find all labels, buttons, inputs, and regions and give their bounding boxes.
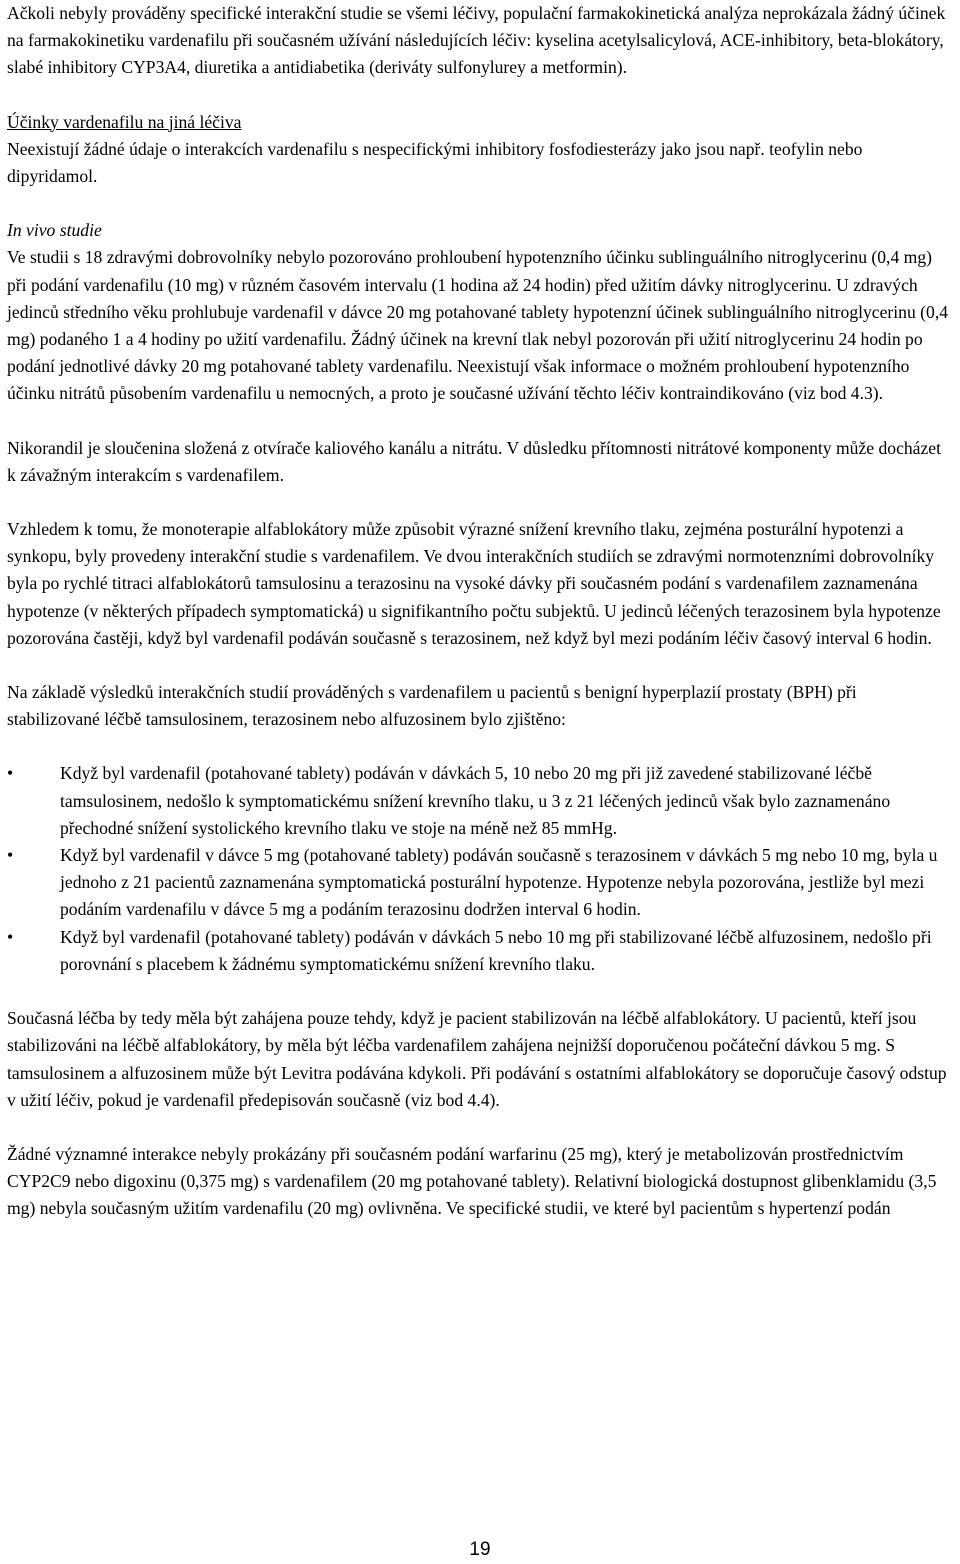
list-item-text: Když byl vardenafil (potahované tablety) podáván v dávkách 5 nebo 10 mg při stabilizované léčbě alfuzosinem, nedošlo při porovnání s placebem k žádnému symptomatickému snížení krevního tlaku. xyxy=(60,926,932,974)
paragraph-pde-inhibitors: Neexistují žádné údaje o interakcích vardenafilu s nespecifickými inhibitory fosfodiesterázy jako jsou např. teofylin nebo dipyridamol. xyxy=(7,138,863,187)
paragraph-nitroglycerin-study: Ve studii s 18 zdravými dobrovolníky nebylo pozorováno prohloubení hypotenzního účinku sublinguálního nitroglycerinu (0,4 mg) při podání vardenafilu (10 mg) v různém časovém intervalu (1 hodina až 24 hodin) před užitím dávky nitroglycerinu. U zdravých jedinců středního věku prohlubuje vardenafil v dávce 20 mg potahované tablety hypotenzní účinek sublinguálního nitroglycerinu (0,4 mg) podaného 1 a 4 hodiny po užití vardenafilu. Žádný účinek na krevní tlak nebyl pozorován při užití nitroglycerinu 24 hodin po podání jednotlivé dávky 20 mg potahované tablety vardenafilu. Neexistují však informace o možném prohloubení hypotenzního účinku nitrátů působením vardenafilu u nemocných, a proto je současné užívání těchto léčiv kontraindikováno (viz bod 4.3). xyxy=(7,247,949,404)
paragraph-nicorandil: Nikorandil je sloučenina složená z otvírače kaliového kanálu a nitrátu. V důsledku přítomnosti nitrátové komponenty může docházet k závažným interakcím s vardenafilem. xyxy=(7,437,941,485)
page-number: 19 xyxy=(469,1539,491,1560)
list-item-text: Když byl vardenafil v dávce 5 mg (potahované tablety) podáván současně s terazosinem v dávkách 5 mg nebo 10 mg, byla u jednoho z 21 pacientů zaznamenána symptomatická posturální hypotenze. Hypotenze nebyla pozorována, jestliže byl mezi podáním vardenafilu v dávce 5 mg a podáním terazosinu dodržen interval 6 hodin. xyxy=(60,845,938,920)
paragraph-alpha-blockers: Vzhledem k tomu, že monoterapie alfablokátory může způsobit výrazné snížení krevního tlaku, zejména posturální hypotenzi a synkopu, byly provedeny interakční studie s vardenafilem. Ve dvou interakčních studiích se zdravými normotenzními dobrovolníky byla po rychlé titraci alfablokátorů tamsulosinu a terazosinu na vysoké dávky při současném podání s vardenafilem zaznamenána hypotenze (v některých případech symptomatická) u signifikantního počtu subjektů. U jedinců léčených terazosinem byla hypotenze pozorována častěji, když byl vardenafil podáván současně s terazosinem, než když byl mezi podáním léčiv časový interval 6 hodin. xyxy=(7,519,941,648)
bullet-icon: • xyxy=(7,926,14,947)
paragraph-no-significant-interactions: Žádné významné interakce nebyly prokázány při současném podání warfarinu (25 mg), který je metabolizován prostřednictvím CYP2C9 nebo digoxinu (0,375 mg) s vardenafilem (20 mg potahované tablety). Relativní biologická dostupnost glibenklamidu (3,5 mg) nebyla současným užitím vardenafilu (20 mg) ovlivněna. Ve specifické studii, ve které byl pacientům s hypertenzí podán xyxy=(7,1143,937,1219)
bullet-icon: • xyxy=(7,845,14,866)
list-item xyxy=(7,924,953,978)
paragraph-bph-studies: Na základě výsledků interakčních studií prováděných s vardenafilem u pacientů s benigní hyperplazií prostaty (BPH) při stabilizované léčbě tamsulosinem, terazosinem nebo alfuzosinem bylo zjištěno: xyxy=(7,682,857,730)
section-heading-effects-on-other-drugs: Účinky vardenafilu na jiná léčiva xyxy=(7,111,242,132)
paragraph-stabilized-treatment: Současná léčba by tedy měla být zahájena pouze tehdy, když je pacient stabilizován na léčbě alfablokátory. U pacientů, kteří jsou stabilizováni na léčbě alfablokátory, by měla být léčba vardenafilem zahájena nejnižší doporučenou počáteční dávkou 5 mg. S tamsulosinem a alfuzosinem může být Levitra podávána kdykoli. Při podávání s ostatními alfablokátory se doporučuje časový odstup v užití léčiv, pokud je vardenafil předepisován současně (viz bod 4.4). xyxy=(7,1008,947,1110)
list-item xyxy=(7,842,953,924)
bph-findings-list xyxy=(7,760,953,978)
section-heading-in-vivo: In vivo studie xyxy=(7,220,102,241)
list-item xyxy=(7,760,953,842)
list-item-text: Když byl vardenafil (potahované tablety) podáván v dávkách 5, 10 nebo 20 mg při již zavedené stabilizované léčbě tamsulosinem, nedošlo k symptomatickému snížení krevního tlaku, u 3 z 21 léčených jedinců však bylo zaznamenáno přechodné snížení systolického krevního tlaku ve stoje na méně než 85 mmHg. xyxy=(60,763,891,838)
document-body xyxy=(7,0,953,1223)
bullet-icon: • xyxy=(7,763,14,784)
paragraph-population-pk: Ačkoli nebyly prováděny specifické interakční studie se všemi léčivy, populační farmakokinetická analýza neprokázala žádný účinek na farmakokinetiku vardenafilu při současném užívání následujících léčiv: kyselina acetylsalicylová, ACE-inhibitory, beta-blokátory, slabé inhibitory CYP3A4, diuretika a antidiabetika (deriváty sulfonylurey a metformin). xyxy=(7,3,946,78)
